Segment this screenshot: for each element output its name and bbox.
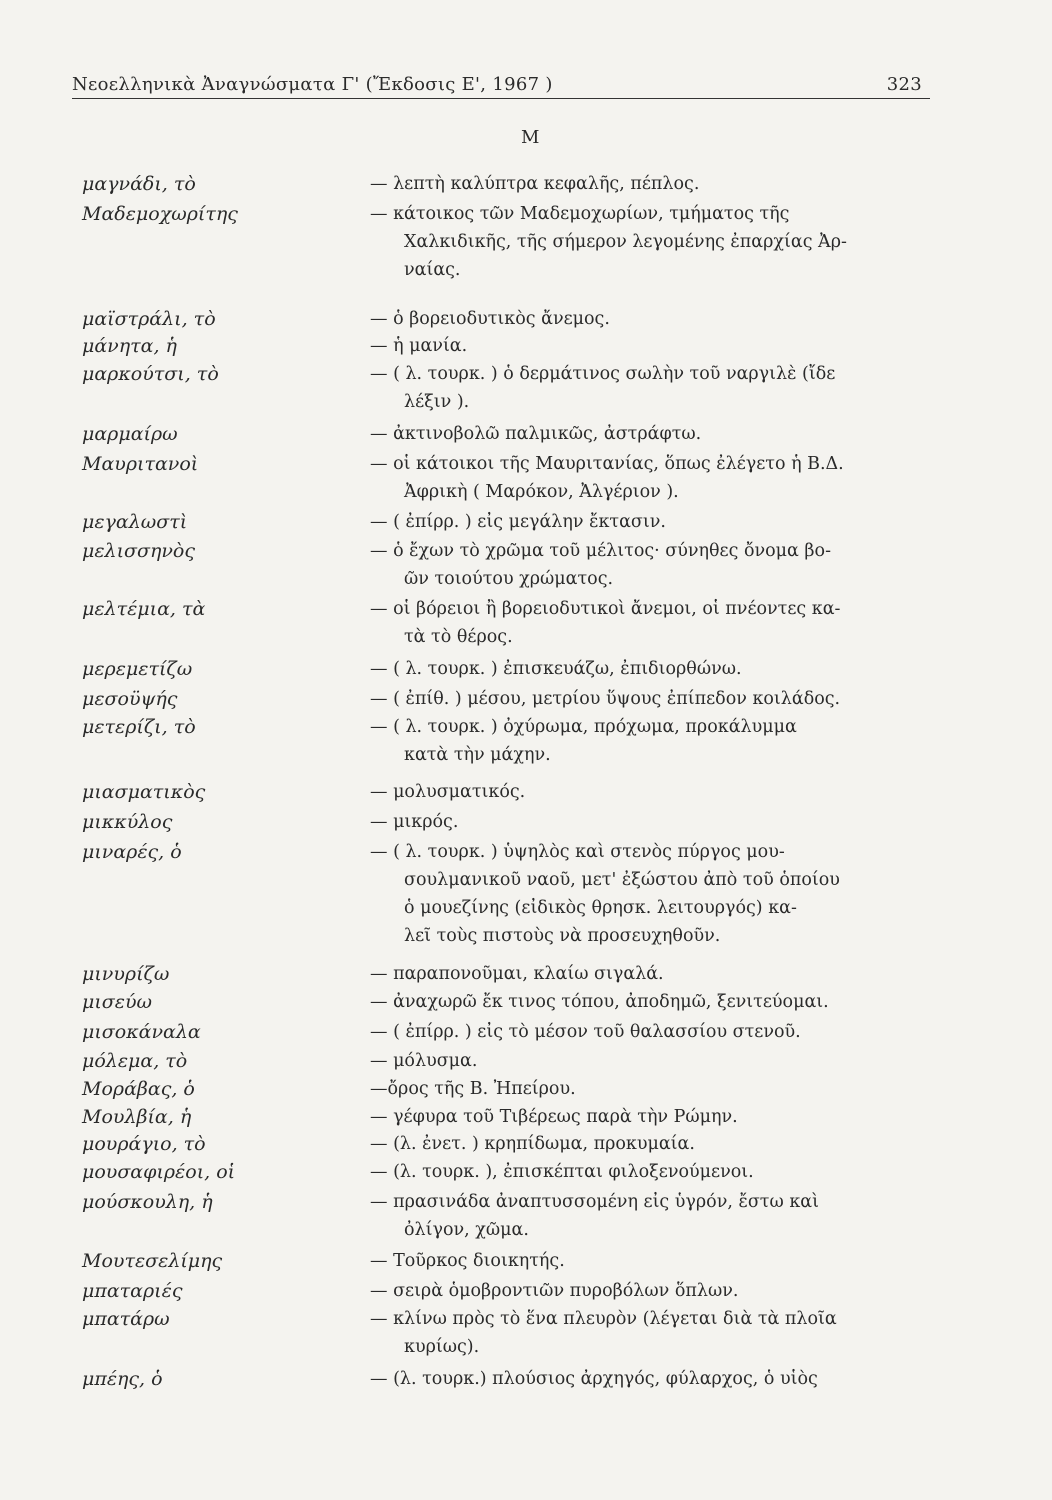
entry-term: μαρκούτσι, τὸ [82, 363, 219, 385]
entry-term: μπέης, ὁ [82, 1368, 163, 1390]
entry-term: μόλεμα, τὸ [82, 1050, 188, 1072]
definition-line: — κάτοικος τῶν Μαδεμοχωρίων, τμήματος τῆς [370, 204, 790, 224]
definition-line: σουλμανικοῦ ναοῦ, μετ' ἐξώστου ἀπὸ τοῦ ὁποίου [404, 870, 840, 890]
entry-term: μιασματικὸς [82, 781, 206, 803]
entry-definition [370, 420, 930, 448]
entry-definition [370, 778, 930, 806]
entry-term: Μουτεσελίμης [82, 1250, 223, 1272]
entry-term: μελισσηνὸς [82, 540, 195, 562]
page-number: 323 [886, 74, 922, 95]
definition-line: ῶν τοιούτου χρώματος. [404, 569, 614, 589]
entry-term: μικκύλος [82, 811, 173, 833]
entry-definition [370, 450, 930, 506]
definition-line: — γέφυρα τοῦ Τιβέρεως παρὰ τὴν Ρώμην. [370, 1107, 738, 1127]
definition-line: — ἀκτινοβολῶ παλμικῶς, ἀστράφτω. [370, 424, 702, 444]
definition-line: — (λ. τουρκ.) πλούσιος ἀρχηγός, φύλαρχος, ὁ υἱὸς [370, 1369, 818, 1389]
definition-line: λεῖ τοὺς πιστοὺς νὰ προσευχηθοῦν. [404, 926, 721, 946]
definition-line: —ὄρος τῆς Β. Ἠπείρου. [370, 1079, 576, 1099]
entry-term: μπατάρω [82, 1308, 170, 1330]
entry-definition [370, 1075, 930, 1103]
entry-term: μάνητα, ἡ [82, 335, 177, 357]
entry-term: μετερίζι, τὸ [82, 716, 196, 738]
entry-definition [370, 170, 930, 198]
definition-line: — πρασινάδα ἀναπτυσσομένη εἰς ὑγρόν, ἔστω καὶ [370, 1192, 819, 1212]
definition-line: — ( ἐπίρρ. ) εἰς μεγάλην ἔκτασιν. [370, 512, 666, 532]
entry-definition [370, 360, 930, 416]
entry-term: μινυρίζω [82, 963, 170, 985]
entry-definition [370, 655, 930, 683]
definition-line: Ἀφρικὴ ( Μαρόκον, Ἀλγέριον ). [404, 482, 679, 502]
entry-term: μεσοϋψής [82, 688, 178, 710]
entry-definition [370, 1130, 930, 1158]
definition-line: — κλίνω πρὸς τὸ ἕνα πλευρὸν (λέγεται διὰ τὰ πλοῖα [370, 1309, 837, 1329]
entry-definition [370, 200, 930, 284]
definition-line: — παραπονοῦμαι, κλαίω σιγαλά. [370, 964, 664, 984]
entry-term: μπαταριές [82, 1280, 183, 1302]
entry-term: Μαδεμοχωρίτης [82, 203, 238, 225]
entry-definition [370, 508, 930, 536]
running-title: Νεοελληνικὰ Ἀναγνώσματα Γ' (Ἔκδοσις Ε', 1967 ) [72, 74, 553, 95]
definition-line: ὀλίγον, χῶμα. [404, 1220, 529, 1240]
entry-definition [370, 537, 930, 593]
entry-term: Μαυριτανοὶ [82, 453, 199, 475]
definition-line: — ( ἐπίρρ. ) εἰς τὸ μέσον τοῦ θαλασσίου στενοῦ. [370, 1022, 801, 1042]
definition-line: — ὁ βορειοδυτικὸς ἄνεμος. [370, 309, 610, 329]
definition-line: — ( λ. τουρκ. ) ὀχύρωμα, πρόχωμα, προκάλυμμα [370, 717, 797, 737]
entry-definition [370, 838, 930, 950]
entry-term: μουσαφιρέοι, οἱ [82, 1161, 236, 1183]
definition-line: — ὁ ἔχων τὸ χρῶμα τοῦ μέλιτος· σύνηθες ὄνομα βο- [370, 541, 831, 561]
entry-definition [370, 1365, 930, 1393]
definition-line: — μόλυσμα. [370, 1051, 478, 1071]
entry-definition [370, 685, 930, 713]
definition-line: ὁ μουεζίνης (εἰδικὸς θρησκ. λειτουργός) κα- [404, 898, 797, 918]
definition-line: — ἡ μανία. [370, 336, 468, 356]
definition-line: κυρίως). [404, 1337, 480, 1357]
entry-definition [370, 595, 930, 651]
definition-line: — ( λ. τουρκ. ) ἐπισκευάζω, ἐπιδιορθώνω. [370, 659, 742, 679]
entry-definition [370, 1305, 930, 1361]
entry-definition [370, 1103, 930, 1131]
entry-definition [370, 1188, 930, 1244]
definition-line: — ( λ. τουρκ. ) ὁ δερμάτινος σωλὴν τοῦ ναργιλὲ (ἴδε [370, 364, 836, 384]
definition-line: — σειρὰ ὁμοβροντιῶν πυροβόλων ὅπλων. [370, 1281, 739, 1301]
entry-term: μουράγιο, τὸ [82, 1133, 206, 1155]
entry-definition [370, 808, 930, 836]
entry-definition [370, 1018, 930, 1046]
definition-line: — (λ. τουρκ. ), ἐπισκέπται φιλοξενούμενοι. [370, 1162, 754, 1182]
entry-term: μελτέμια, τὰ [82, 598, 206, 620]
entry-term: μαϊστράλι, τὸ [82, 308, 216, 330]
definition-line: — ( λ. τουρκ. ) ὑψηλὸς καὶ στενὸς πύργος μου- [370, 842, 785, 862]
entry-term: μιναρές, ὁ [82, 841, 182, 863]
definition-line: — οἱ κάτοικοι τῆς Μαυριτανίας, ὅπως ἐλέγετο ἡ Β.Δ. [370, 454, 844, 474]
definition-line: — λεπτὴ καλύπτρα κεφαλῆς, πέπλος. [370, 174, 700, 194]
entry-term: Μουλβία, ἡ [82, 1106, 192, 1128]
definition-line: — μικρός. [370, 812, 459, 832]
entry-definition [370, 1247, 930, 1275]
definition-line: — μολυσματικός. [370, 782, 526, 802]
definition-line: Χαλκιδικῆς, τῆς σήμερον λεγομένης ἐπαρχίας Ἀρ- [404, 232, 847, 252]
definition-line: — οἱ βόρειοι ἢ βορειοδυτικοὶ ἄνεμοι, οἱ πνέοντες κα- [370, 599, 841, 619]
entry-definition [370, 988, 930, 1016]
definition-line: — Τοῦρκος διοικητής. [370, 1251, 565, 1271]
entry-definition [370, 1158, 930, 1186]
entry-term: μισεύω [82, 991, 153, 1013]
definition-line: — ( ἐπίθ. ) μέσου, μετρίου ὕψους ἐπίπεδον κοιλάδος. [370, 689, 841, 709]
definition-line: κατὰ τὴν μάχην. [404, 745, 551, 765]
definition-line: ναίας. [404, 260, 461, 280]
definition-line: — ἀναχωρῶ ἔκ τινος τόπου, ἀποδημῶ, ξενιτεύομαι. [370, 992, 829, 1012]
entry-term: μαγνάδι, τὸ [82, 173, 196, 195]
definition-line: τὰ τὸ θέρος. [404, 627, 513, 647]
entry-term: μεγαλωστὶ [82, 511, 188, 533]
entry-definition [370, 713, 930, 769]
entry-term: μαρμαίρω [82, 423, 178, 445]
entry-definition [370, 305, 930, 333]
entry-term: μούσκουλη, ἡ [82, 1191, 213, 1213]
definition-line: λέξιν ). [404, 392, 470, 412]
entry-term: μερεμετίζω [82, 658, 193, 680]
entry-definition [370, 332, 930, 360]
entry-definition [370, 1047, 930, 1075]
definition-line: — (λ. ἐνετ. ) κρηπίδωμα, προκυμαία. [370, 1134, 695, 1154]
entry-definition [370, 1277, 930, 1305]
entry-definition [370, 960, 930, 988]
section-letter: Μ [521, 127, 540, 148]
entry-term: μισοκάναλα [82, 1021, 201, 1043]
entry-term: Μοράβας, ὁ [82, 1078, 195, 1100]
